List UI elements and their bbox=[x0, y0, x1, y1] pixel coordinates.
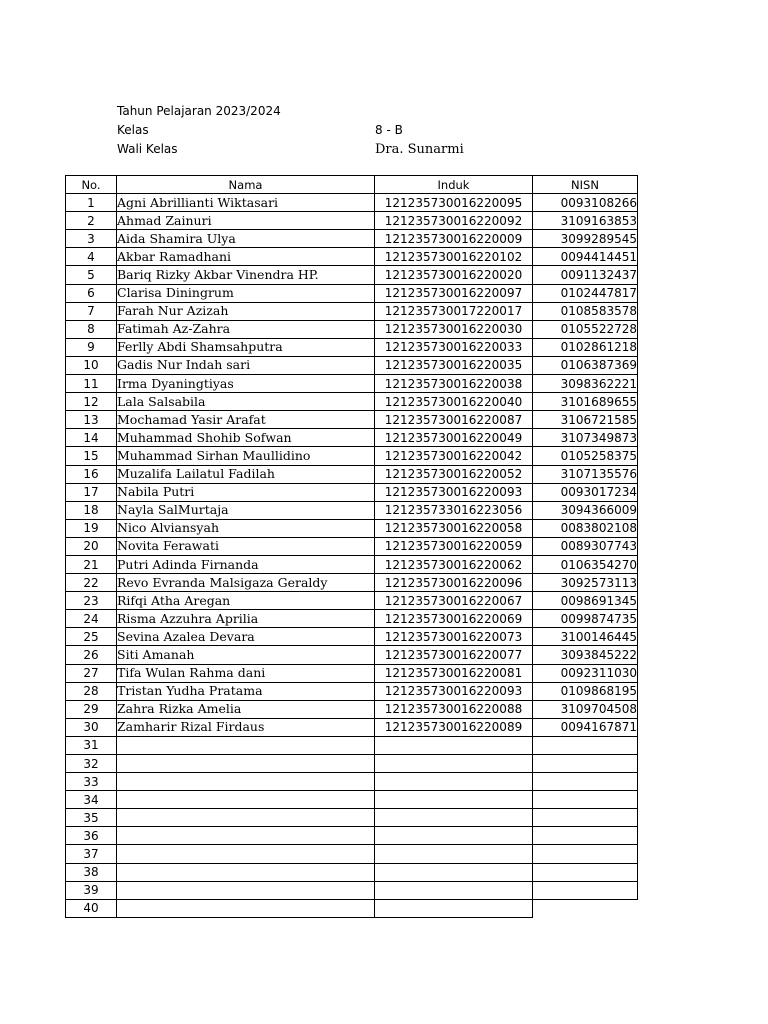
student-induk: 121235730016220038 bbox=[375, 375, 533, 393]
student-induk: 121235730016220087 bbox=[375, 411, 533, 429]
row-number: 36 bbox=[66, 827, 117, 845]
row-number: 39 bbox=[66, 881, 117, 899]
table-row bbox=[66, 574, 638, 592]
student-induk bbox=[375, 791, 533, 809]
student-nisn: 3107349873 bbox=[533, 429, 638, 447]
table-row bbox=[66, 664, 638, 682]
table-row bbox=[66, 320, 638, 338]
homeroom-teacher-label: Wali Kelas bbox=[117, 142, 178, 156]
table-row bbox=[66, 248, 638, 266]
student-name: Lala Salsabila bbox=[117, 393, 375, 411]
student-nisn: 3099289545 bbox=[533, 230, 638, 248]
student-name: Revo Evranda Malsigaza Geraldy bbox=[117, 574, 375, 592]
row-number: 37 bbox=[66, 845, 117, 863]
student-nisn: 3101689655 bbox=[533, 393, 638, 411]
column-header-nisn: NISN bbox=[533, 176, 638, 194]
student-induk: 121235730016220096 bbox=[375, 574, 533, 592]
table-row bbox=[66, 411, 638, 429]
row-number: 38 bbox=[66, 863, 117, 881]
table-row bbox=[66, 356, 638, 374]
student-name bbox=[117, 773, 375, 791]
table-row bbox=[66, 773, 638, 791]
row-number: 21 bbox=[66, 555, 117, 573]
row-number: 23 bbox=[66, 592, 117, 610]
student-induk: 121235730016220042 bbox=[375, 447, 533, 465]
row-number: 19 bbox=[66, 519, 117, 537]
student-induk: 121235730016220092 bbox=[375, 212, 533, 230]
table-row bbox=[66, 483, 638, 501]
student-nisn: 3107135576 bbox=[533, 465, 638, 483]
student-nisn: 3092573113 bbox=[533, 574, 638, 592]
student-nisn: 3100146445 bbox=[533, 628, 638, 646]
student-name: Tristan Yudha Pratama bbox=[117, 682, 375, 700]
student-name: Ahmad Zainuri bbox=[117, 212, 375, 230]
student-induk: 121235730016220069 bbox=[375, 610, 533, 628]
table-row bbox=[66, 555, 638, 573]
table-row bbox=[66, 592, 638, 610]
student-nisn: 0106354270 bbox=[533, 555, 638, 573]
student-nisn bbox=[533, 827, 638, 845]
row-number: 7 bbox=[66, 302, 117, 320]
student-induk: 121235730016220035 bbox=[375, 356, 533, 374]
student-nisn: 0098691345 bbox=[533, 592, 638, 610]
table-row bbox=[66, 628, 638, 646]
row-number: 31 bbox=[66, 736, 117, 754]
student-induk bbox=[375, 773, 533, 791]
table-row bbox=[66, 465, 638, 483]
student-nisn bbox=[533, 863, 638, 881]
row-number: 1 bbox=[66, 194, 117, 212]
student-name: Sevina Azalea Devara bbox=[117, 628, 375, 646]
table-row bbox=[66, 212, 638, 230]
row-number: 33 bbox=[66, 773, 117, 791]
row-number: 10 bbox=[66, 356, 117, 374]
student-nisn: 0109868195 bbox=[533, 682, 638, 700]
table-row bbox=[66, 393, 638, 411]
student-induk: 121235730016220059 bbox=[375, 537, 533, 555]
row-number: 29 bbox=[66, 700, 117, 718]
table-row bbox=[66, 845, 638, 863]
student-induk bbox=[375, 809, 533, 827]
student-name: Farah Nur Azizah bbox=[117, 302, 375, 320]
student-induk: 121235730016220058 bbox=[375, 519, 533, 537]
student-induk: 121235730017220017 bbox=[375, 302, 533, 320]
student-nisn: 0089307743 bbox=[533, 537, 638, 555]
table-row bbox=[66, 537, 638, 555]
student-name: Rifqi Atha Aregan bbox=[117, 592, 375, 610]
student-induk bbox=[375, 863, 533, 881]
student-nisn: 3106721585 bbox=[533, 411, 638, 429]
table-row bbox=[66, 230, 638, 248]
student-nisn: 3109704508 bbox=[533, 700, 638, 718]
student-name: Zamharir Rizal Firdaus bbox=[117, 718, 375, 736]
student-induk bbox=[375, 755, 533, 773]
student-name: Ferlly Abdi Shamsahputra bbox=[117, 338, 375, 356]
table-row bbox=[66, 646, 638, 664]
table-row bbox=[66, 429, 638, 447]
student-nisn bbox=[533, 791, 638, 809]
table-row bbox=[66, 501, 638, 519]
student-induk: 121235730016220097 bbox=[375, 284, 533, 302]
row-number: 17 bbox=[66, 483, 117, 501]
student-nisn bbox=[533, 845, 638, 863]
student-name: Muhammad Shohib Sofwan bbox=[117, 429, 375, 447]
class-label: Kelas bbox=[117, 123, 149, 137]
row-number: 14 bbox=[66, 429, 117, 447]
student-induk: 121235730016220009 bbox=[375, 230, 533, 248]
row-number: 27 bbox=[66, 664, 117, 682]
homeroom-teacher-value: Dra. Sunarmi bbox=[375, 142, 464, 157]
row-number: 12 bbox=[66, 393, 117, 411]
student-induk: 121235730016220073 bbox=[375, 628, 533, 646]
table-row bbox=[66, 809, 638, 827]
row-number: 15 bbox=[66, 447, 117, 465]
table-row bbox=[66, 899, 638, 917]
column-header-induk: Induk bbox=[375, 176, 533, 194]
row-number: 16 bbox=[66, 465, 117, 483]
student-induk: 121235730016220093 bbox=[375, 483, 533, 501]
student-nisn: 0102447817 bbox=[533, 284, 638, 302]
student-nisn bbox=[533, 809, 638, 827]
student-name: Mochamad Yasir Arafat bbox=[117, 411, 375, 429]
student-name bbox=[117, 827, 375, 845]
table-row bbox=[66, 284, 638, 302]
student-nisn: 0083802108 bbox=[533, 519, 638, 537]
student-name: Nico Alviansyah bbox=[117, 519, 375, 537]
student-name: Muhammad Sirhan Maullidino bbox=[117, 447, 375, 465]
student-nisn bbox=[533, 899, 638, 917]
row-number: 8 bbox=[66, 320, 117, 338]
student-name: Tifa Wulan Rahma dani bbox=[117, 664, 375, 682]
student-nisn: 0091132437 bbox=[533, 266, 638, 284]
student-name: Bariq Rizky Akbar Vinendra HP. bbox=[117, 266, 375, 284]
student-name: Clarisa Diningrum bbox=[117, 284, 375, 302]
student-nisn bbox=[533, 773, 638, 791]
table-row bbox=[66, 682, 638, 700]
student-name: Agni Abrillianti Wiktasari bbox=[117, 194, 375, 212]
student-name: Risma Azzuhra Aprilia bbox=[117, 610, 375, 628]
column-header-nama: Nama bbox=[117, 176, 375, 194]
column-header-no: No. bbox=[66, 176, 117, 194]
academic-year-label: Tahun Pelajaran 2023/2024 bbox=[117, 104, 281, 118]
student-name: Akbar Ramadhani bbox=[117, 248, 375, 266]
student-name: Siti Amanah bbox=[117, 646, 375, 664]
table-row bbox=[66, 519, 638, 537]
student-name bbox=[117, 881, 375, 899]
student-name bbox=[117, 845, 375, 863]
row-number: 11 bbox=[66, 375, 117, 393]
student-nisn bbox=[533, 736, 638, 754]
student-name bbox=[117, 899, 375, 917]
student-induk: 121235730016220077 bbox=[375, 646, 533, 664]
student-name bbox=[117, 755, 375, 773]
row-number: 2 bbox=[66, 212, 117, 230]
student-name bbox=[117, 863, 375, 881]
student-induk: 121235730016220033 bbox=[375, 338, 533, 356]
student-name bbox=[117, 736, 375, 754]
student-induk bbox=[375, 881, 533, 899]
student-nisn: 3098362221 bbox=[533, 375, 638, 393]
student-nisn: 0094414451 bbox=[533, 248, 638, 266]
row-number: 40 bbox=[66, 899, 117, 917]
student-nisn: 0105258375 bbox=[533, 447, 638, 465]
student-name: Aida Shamira Ulya bbox=[117, 230, 375, 248]
row-number: 30 bbox=[66, 718, 117, 736]
table-row bbox=[66, 718, 638, 736]
student-nisn: 0106387369 bbox=[533, 356, 638, 374]
class-value: 8 - B bbox=[375, 123, 403, 137]
student-induk bbox=[375, 736, 533, 754]
student-nisn: 0108583578 bbox=[533, 302, 638, 320]
student-name: Fatimah Az-Zahra bbox=[117, 320, 375, 338]
student-induk: 121235730016220081 bbox=[375, 664, 533, 682]
student-nisn: 0102861218 bbox=[533, 338, 638, 356]
student-nisn: 0092311030 bbox=[533, 664, 638, 682]
table-body bbox=[66, 194, 638, 918]
student-induk: 121235730016220049 bbox=[375, 429, 533, 447]
row-number: 28 bbox=[66, 682, 117, 700]
student-induk: 121235730016220095 bbox=[375, 194, 533, 212]
student-name: Nabila Putri bbox=[117, 483, 375, 501]
student-induk: 121235730016220040 bbox=[375, 393, 533, 411]
student-name: Novita Ferawati bbox=[117, 537, 375, 555]
table-row bbox=[66, 791, 638, 809]
student-nisn: 0093017234 bbox=[533, 483, 638, 501]
row-number: 24 bbox=[66, 610, 117, 628]
row-number: 4 bbox=[66, 248, 117, 266]
row-number: 9 bbox=[66, 338, 117, 356]
row-number: 5 bbox=[66, 266, 117, 284]
student-name bbox=[117, 791, 375, 809]
student-nisn: 3094366009 bbox=[533, 501, 638, 519]
student-name bbox=[117, 809, 375, 827]
table-row bbox=[66, 194, 638, 212]
row-number: 3 bbox=[66, 230, 117, 248]
student-name: Muzalifa Lailatul Fadilah bbox=[117, 465, 375, 483]
student-induk: 121235730016220052 bbox=[375, 465, 533, 483]
student-induk: 121235730016220062 bbox=[375, 555, 533, 573]
student-roster-table bbox=[65, 175, 638, 918]
table-row bbox=[66, 755, 638, 773]
student-nisn: 0093108266 bbox=[533, 194, 638, 212]
row-number: 34 bbox=[66, 791, 117, 809]
student-name: Nayla SalMurtaja bbox=[117, 501, 375, 519]
student-nisn: 0094167871 bbox=[533, 718, 638, 736]
student-induk bbox=[375, 899, 533, 917]
student-nisn: 3109163853 bbox=[533, 212, 638, 230]
row-number: 26 bbox=[66, 646, 117, 664]
student-induk: 121235733016223056 bbox=[375, 501, 533, 519]
student-induk: 121235730016220067 bbox=[375, 592, 533, 610]
table-row bbox=[66, 863, 638, 881]
table-row bbox=[66, 827, 638, 845]
student-name: Putri Adinda Firnanda bbox=[117, 555, 375, 573]
table-row bbox=[66, 700, 638, 718]
student-name: Irma Dyaningtiyas bbox=[117, 375, 375, 393]
student-induk bbox=[375, 827, 533, 845]
table-row bbox=[66, 338, 638, 356]
row-number: 35 bbox=[66, 809, 117, 827]
table-row bbox=[66, 881, 638, 899]
student-name: Gadis Nur Indah sari bbox=[117, 356, 375, 374]
table-header-row bbox=[66, 176, 638, 194]
table-row bbox=[66, 736, 638, 754]
row-number: 32 bbox=[66, 755, 117, 773]
student-induk: 121235730016220088 bbox=[375, 700, 533, 718]
table-row bbox=[66, 375, 638, 393]
student-induk bbox=[375, 845, 533, 863]
student-induk: 121235730016220020 bbox=[375, 266, 533, 284]
student-nisn bbox=[533, 881, 638, 899]
student-induk: 121235730016220102 bbox=[375, 248, 533, 266]
row-number: 6 bbox=[66, 284, 117, 302]
student-induk: 121235730016220030 bbox=[375, 320, 533, 338]
table-row bbox=[66, 266, 638, 284]
table-row bbox=[66, 302, 638, 320]
row-number: 20 bbox=[66, 537, 117, 555]
table-row bbox=[66, 610, 638, 628]
student-induk: 121235730016220093 bbox=[375, 682, 533, 700]
row-number: 25 bbox=[66, 628, 117, 646]
student-induk: 121235730016220089 bbox=[375, 718, 533, 736]
student-name: Zahra Rizka Amelia bbox=[117, 700, 375, 718]
student-nisn: 0099874735 bbox=[533, 610, 638, 628]
row-number: 22 bbox=[66, 574, 117, 592]
student-nisn bbox=[533, 755, 638, 773]
student-nisn: 3093845222 bbox=[533, 646, 638, 664]
row-number: 18 bbox=[66, 501, 117, 519]
student-nisn: 0105522728 bbox=[533, 320, 638, 338]
table-row bbox=[66, 447, 638, 465]
row-number: 13 bbox=[66, 411, 117, 429]
